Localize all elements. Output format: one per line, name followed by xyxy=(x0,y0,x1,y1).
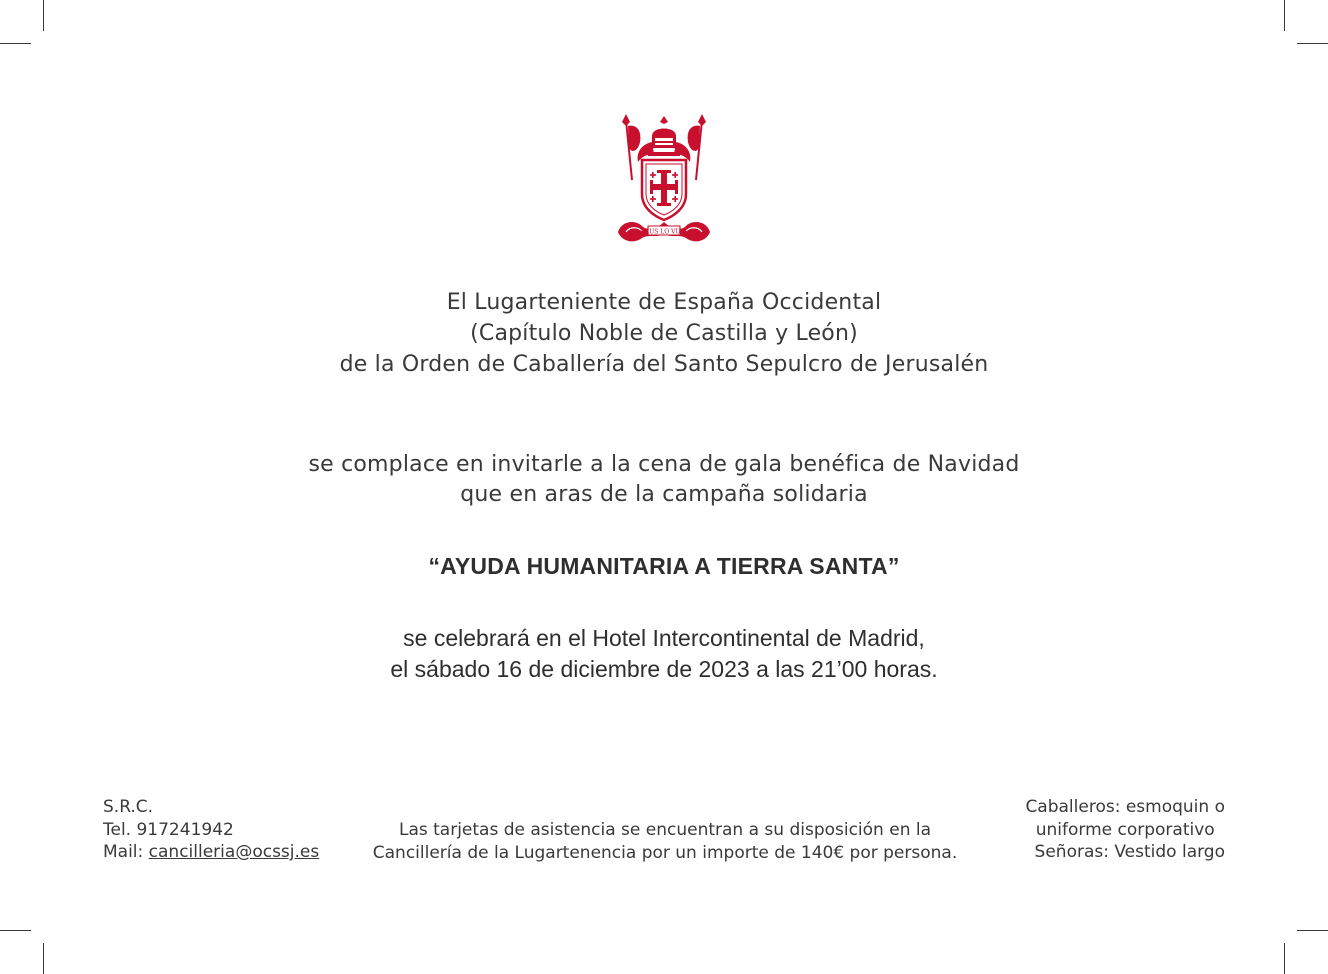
venue-line-1: se celebrará en el Hotel Intercontinental de Madrid, xyxy=(403,625,925,651)
crop-mark-bottom-left-vertical xyxy=(43,943,44,974)
heading-line-3: de la Orden de Caballería del Santo Sepulcro de Jerusalén xyxy=(339,352,989,377)
crop-mark-bottom-right-vertical xyxy=(1284,943,1285,974)
crop-mark-top-right-vertical xyxy=(1284,0,1285,31)
svg-text:DEUS LO VULT: DEUS LO VULT xyxy=(640,228,688,236)
invitation-line-1: se complace en invitarle a la cena de gala benéfica de Navidad xyxy=(308,452,1020,477)
rsvp-label: S.R.C. xyxy=(103,797,154,817)
heading-line-2: (Capítulo Noble de Castilla y León) xyxy=(470,321,858,346)
ticket-info-line-2: Cancillería de la Lugartenencia por un importe de 140€ por persona. xyxy=(372,842,958,863)
invitation-line-2: que en aras de la campaña solidaria xyxy=(460,482,868,507)
heading-line-1: El Lugarteniente de España Occidental xyxy=(446,290,882,315)
contact-phone: Tel. 917241942 xyxy=(103,819,234,840)
crop-mark-top-right-horizontal xyxy=(1297,43,1328,44)
venue-details xyxy=(0,623,1328,685)
contact-info xyxy=(103,796,319,864)
venue-line-2: el sábado 16 de diciembre de 2023 a las 21’00 horas. xyxy=(390,656,938,682)
dress-code xyxy=(1025,796,1225,864)
ticket-info xyxy=(340,819,990,864)
crop-mark-bottom-right-horizontal xyxy=(1297,930,1328,931)
dress-code-line-2: uniforme corporativo xyxy=(1035,819,1215,840)
organization-heading xyxy=(0,287,1328,380)
crop-mark-top-left-vertical xyxy=(43,0,44,31)
campaign-title-text: “AYUDA HUMANITARIA A TIERRA SANTA” xyxy=(428,553,900,579)
invitation-text xyxy=(0,450,1328,510)
coat-of-arms-icon xyxy=(612,108,716,248)
dress-code-line-1: Caballeros: esmoquin o xyxy=(1025,797,1225,817)
mail-label: Mail: xyxy=(103,842,149,862)
crop-mark-bottom-left-horizontal xyxy=(0,930,31,931)
crop-mark-top-left-horizontal xyxy=(0,43,31,44)
contact-mail-row xyxy=(103,841,319,864)
dress-code-line-3: Señoras: Vestido largo xyxy=(1034,842,1225,862)
campaign-title xyxy=(0,551,1328,581)
email-link[interactable]: cancilleria@ocssj.es xyxy=(148,842,320,862)
ticket-info-line-1: Las tarjetas de asistencia se encuentran a su disposición en la xyxy=(398,820,932,840)
